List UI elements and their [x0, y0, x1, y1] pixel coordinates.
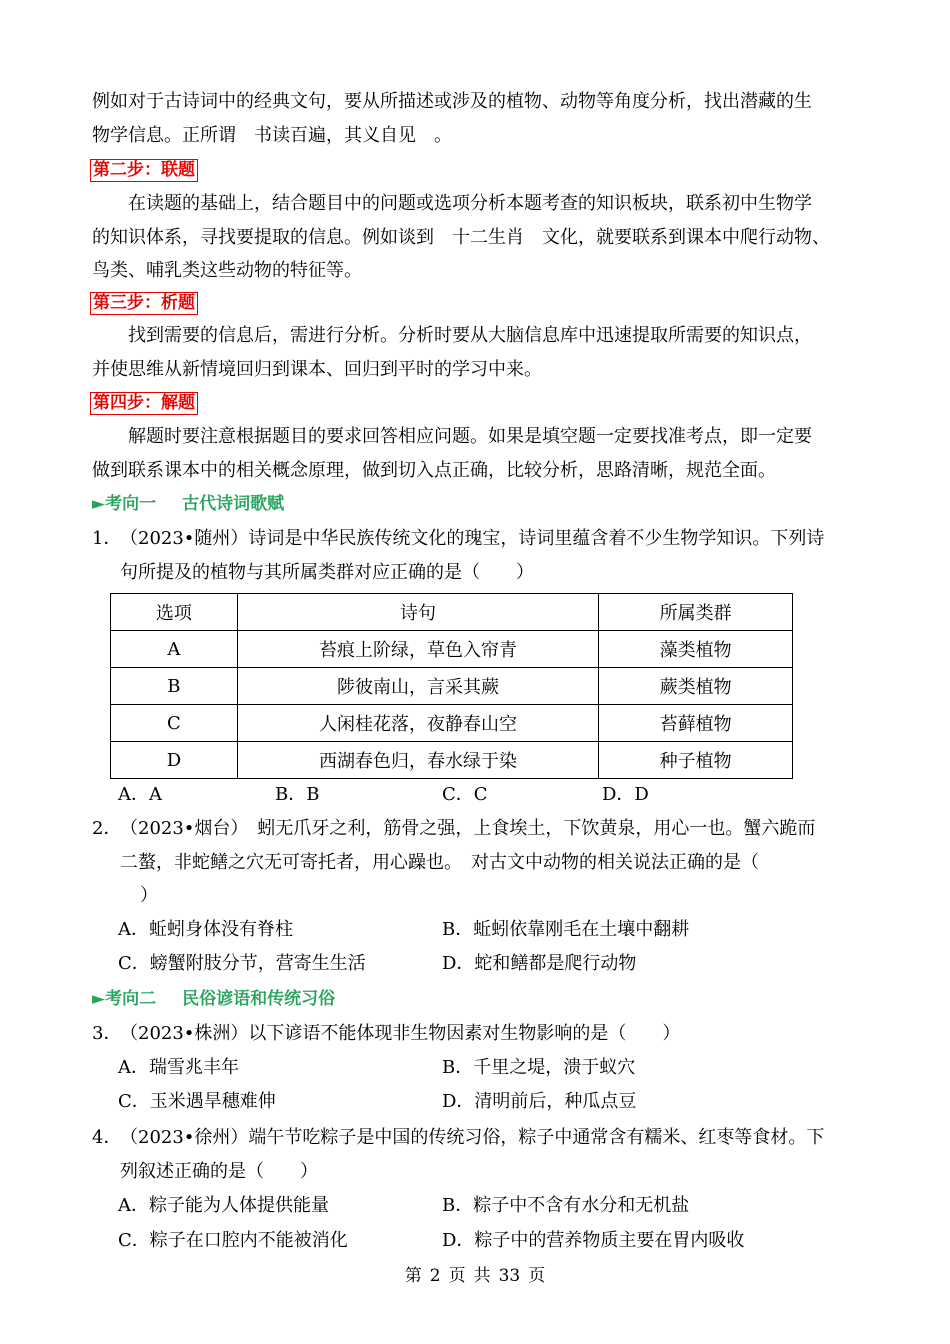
table-cell: C	[111, 705, 238, 742]
question-4-option-b: B．粽子中不含有水分和无机盐	[442, 1195, 690, 1216]
question-2-stem-line-1: （2023•烟台） 蚓无爪牙之利，筋骨之强，上食埃土，下饮黄泉，用心一也。蟹六跪而	[120, 818, 816, 839]
table-cell: 苔痕上阶绿，草色入帘青	[237, 631, 598, 668]
topic-one-heading	[92, 492, 284, 516]
intro-line-2: 物学信息。正所谓 书读百遍，其义自见 。	[92, 125, 452, 146]
question-2-option-c: C．螃蟹附肢分节，营寄生生活	[118, 953, 366, 974]
topic-two-heading	[92, 987, 335, 1011]
table-cell: 种子植物	[599, 742, 793, 779]
question-4-option-d: D．粽子中的营养物质主要在胃内吸收	[442, 1230, 745, 1251]
table-header-row	[111, 594, 793, 631]
footer-suffix: 页	[528, 1266, 546, 1286]
table-cell: 苔藓植物	[599, 705, 793, 742]
question-1-option-b: B．B	[275, 784, 320, 805]
question-4-stem-line-1: （2023•徐州）端午节吃粽子是中国的传统习俗，粽子中通常含有糯米、红枣等食材。下	[120, 1127, 825, 1148]
question-1-option-d: D．D	[602, 784, 649, 805]
question-3-option-b: B．千里之堤，溃于蚁穴	[442, 1057, 636, 1078]
question-1-stem-line-2: 句所提及的植物与其所属类群对应正确的是（ ）	[120, 562, 534, 583]
question-4-number: 4．	[92, 1127, 122, 1148]
table-row	[111, 631, 793, 668]
step-four-line-2: 做到联系课本中的相关概念原理，做到切入点正确，比较分析，思路清晰，规范全面。	[92, 460, 776, 481]
question-2-option-b: B．蚯蚓依靠刚毛在土壤中翻耕	[442, 919, 690, 940]
table-cell: D	[111, 742, 238, 779]
table-cell: A	[111, 631, 238, 668]
step-four-heading: 第四步：解题	[90, 392, 198, 415]
question-2-option-a: A．蚯蚓身体没有脊柱	[118, 919, 293, 940]
footer-prefix: 第	[404, 1266, 422, 1286]
question-2-number: 2．	[92, 818, 122, 839]
table-header-cell: 选项	[111, 594, 238, 631]
question-3-stem-line-1: （2023•株洲）以下谚语不能体现非生物因素对生物影响的是（ ）	[120, 1023, 681, 1044]
table-row	[111, 668, 793, 705]
question-1-option-a: A．A	[118, 784, 162, 805]
footer-page-number: 2	[429, 1266, 441, 1286]
footer-total-pages: 33	[498, 1266, 521, 1286]
question-2-stem-line-2: 二螯，非蛇鳝之穴无可寄托者，用心躁也。 对古文中动物的相关说法正确的是（	[120, 852, 759, 873]
page-footer	[0, 1264, 950, 1288]
question-3-option-c: C．玉米遇旱穗难伸	[118, 1091, 276, 1112]
step-three-line-1: 找到需要的信息后，需进行分析。分析时要从大脑信息库中迅速提取所需要的知识点，	[128, 325, 812, 346]
question-2-option-d: D．蛇和鳝都是爬行动物	[442, 953, 637, 974]
question-1-stem-line-1: （2023•随州）诗词是中华民族传统文化的瑰宝，诗词里蕴含着不少生物学知识。下列诗	[120, 528, 825, 549]
table-cell: 蕨类植物	[599, 668, 793, 705]
question-4-option-a: A．粽子能为人体提供能量	[118, 1195, 329, 1216]
question-4-stem-line-2: 列叙述正确的是（ ）	[120, 1161, 318, 1182]
table-cell: 陟彼南山，言采其蕨	[237, 668, 598, 705]
table-cell: 藻类植物	[599, 631, 793, 668]
step-two-heading: 第二步：联题	[90, 159, 198, 182]
table-cell: B	[111, 668, 238, 705]
topic-one-marker: ►考向一	[92, 494, 157, 514]
table-cell: 西湖春色归，春水绿于染	[237, 742, 598, 779]
topic-one-title: 古代诗词歌赋	[182, 494, 285, 514]
table-row	[111, 742, 793, 779]
step-three-heading: 第三步：析题	[90, 292, 198, 315]
step-two-line-3: 鸟类、哺乳类这些动物的特征等。	[92, 260, 362, 281]
question-4-option-c: C．粽子在口腔内不能被消化	[118, 1230, 348, 1251]
table-header-cell: 所属类群	[599, 594, 793, 631]
poem-classification-table	[110, 593, 793, 779]
question-3-option-a: A．瑞雪兆丰年	[118, 1057, 239, 1078]
footer-total-word: 共	[473, 1266, 491, 1286]
step-three-line-2: 并使思维从新情境回归到课本、回归到平时的学习中来。	[92, 359, 542, 380]
topic-two-marker: ►考向二	[92, 989, 157, 1009]
topic-two-title: 民俗谚语和传统习俗	[182, 989, 336, 1009]
table-header-cell: 诗句	[237, 594, 598, 631]
question-3-option-d: D．清明前后，种瓜点豆	[442, 1091, 637, 1112]
question-1-number: 1．	[92, 528, 122, 549]
table-cell: 人闲桂花落，夜静春山空	[237, 705, 598, 742]
step-four-line-1: 解题时要注意根据题目的要求回答相应问题。如果是填空题一定要找准考点，即一定要	[128, 426, 812, 447]
footer-page-word: 页	[448, 1266, 466, 1286]
step-two-line-1: 在读题的基础上，结合题目中的问题或选项分析本题考查的知识板块，联系初中生物学	[128, 193, 812, 214]
question-3-number: 3．	[92, 1023, 122, 1044]
step-two-line-2: 的知识体系，寻找要提取的信息。例如谈到 十二生肖 文化，就要联系到课本中爬行动物、	[92, 227, 830, 248]
intro-line-1: 例如对于古诗词中的经典文句，要从所描述或涉及的植物、动物等角度分析，找出潜藏的生	[92, 91, 812, 112]
question-2-stem-line-3: ）	[140, 885, 158, 906]
question-1-option-c: C．C	[442, 784, 488, 805]
table-row	[111, 705, 793, 742]
